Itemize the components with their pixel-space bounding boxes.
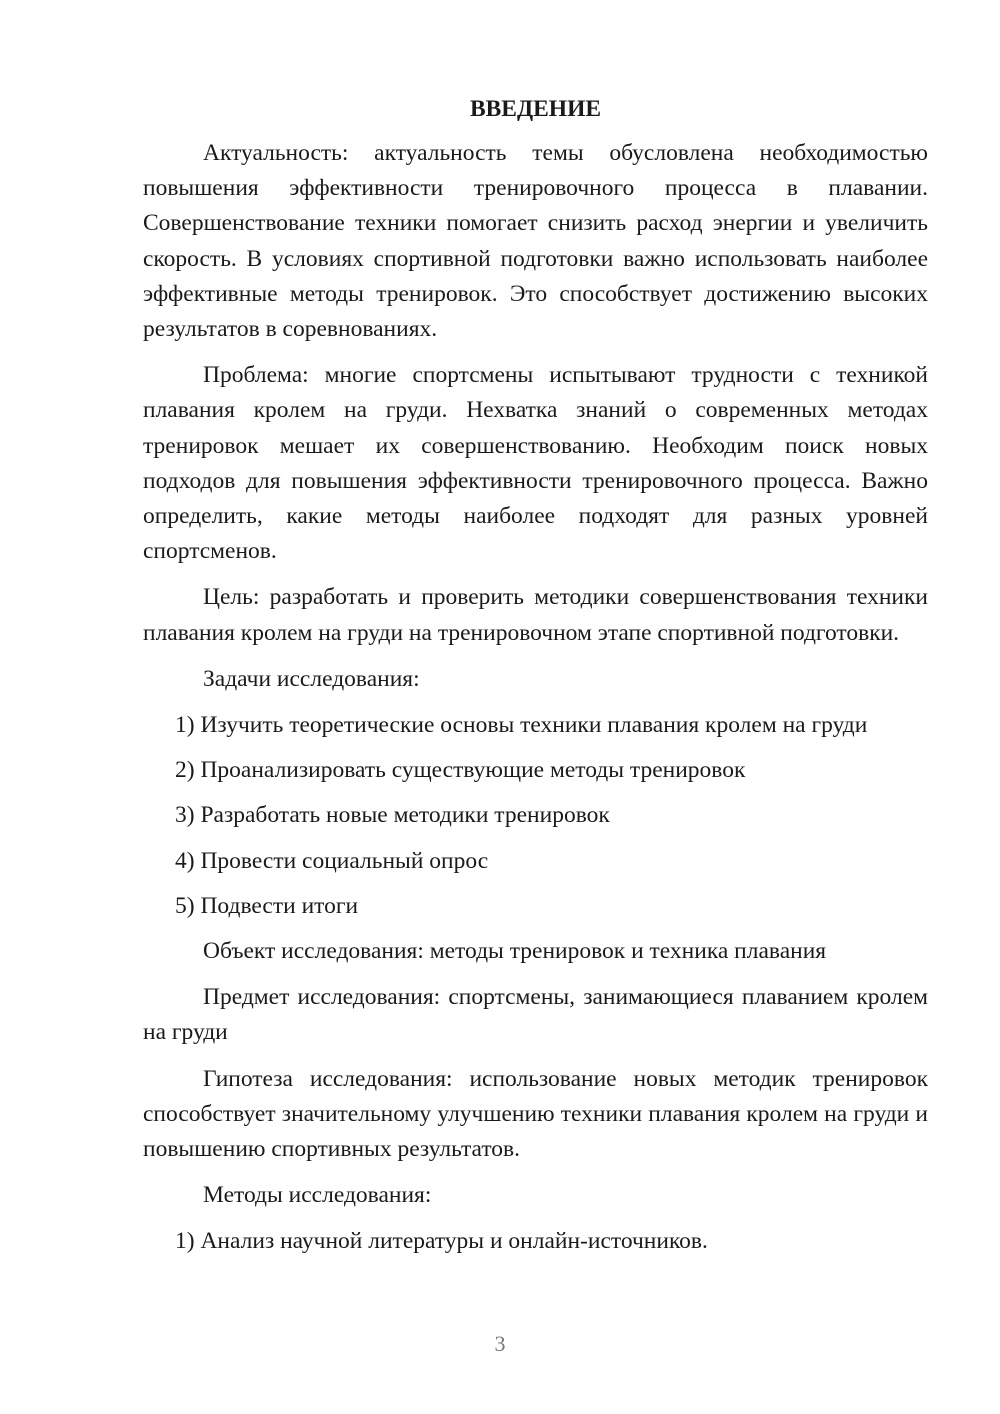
page-number: 3 bbox=[494, 1331, 506, 1356]
task-item: 4) Провести социальный опрос bbox=[175, 847, 489, 874]
tasks-label: Задачи исследования: bbox=[203, 665, 420, 692]
document-body bbox=[143, 92, 928, 1270]
task-item: 1) Изучить теоретические основы техники плавания кролем на груди bbox=[175, 712, 868, 739]
task-item: 5) Подвести итоги bbox=[175, 892, 359, 919]
tasks-list bbox=[143, 708, 928, 924]
methods-label: Методы исследования: bbox=[203, 1182, 432, 1209]
goal-paragraph: Цель: разработать и проверить методики совершенствования техники плавания кролем на груди на тренировочном этапе спортивной подготовки. bbox=[143, 584, 928, 646]
object-paragraph: Объект исследования: методы тренировок и техника плавания bbox=[203, 938, 827, 965]
problem-paragraph: Проблема: многие спортсмены испытывают трудности с техникой плавания кролем на груди. Нехватка знаний о современных методах тренировок мешает их совершенствованию. Необходим поиск новых подходов для повышения эффективности тренировочного процесса. Важно определить, какие методы наиболее подходят для разных уровней спортсменов. bbox=[143, 362, 928, 565]
hypothesis-paragraph: Гипотеза исследования: использование новых методик тренировок способствует значительному улучшению техники плавания кролем на груди и повышению спортивных результатов. bbox=[143, 1065, 928, 1163]
methods-list bbox=[143, 1224, 928, 1259]
page-title: ВВЕДЕНИЕ bbox=[469, 96, 602, 122]
task-item: 3) Разработать новые методики тренировок bbox=[175, 802, 610, 829]
relevance-paragraph: Актуальность: актуальность темы обусловлена необходимостью повышения эффективности тренировочного процесса в плавании. Совершенствование техники помогает снизить расход энергии и увеличить скорость. В условиях спортивной подготовки важно использовать наиболее эффективные методы тренировок. Это способствует достижению высоких результатов в соревнованиях. bbox=[143, 140, 928, 343]
method-item: 1) Анализ научной литературы и онлайн-источников. bbox=[175, 1228, 708, 1255]
subject-paragraph: Предмет исследования: спортсмены, занимающиеся плаванием кролем на груди bbox=[143, 984, 928, 1046]
task-item: 2) Проанализировать существующие методы тренировок bbox=[175, 757, 746, 784]
